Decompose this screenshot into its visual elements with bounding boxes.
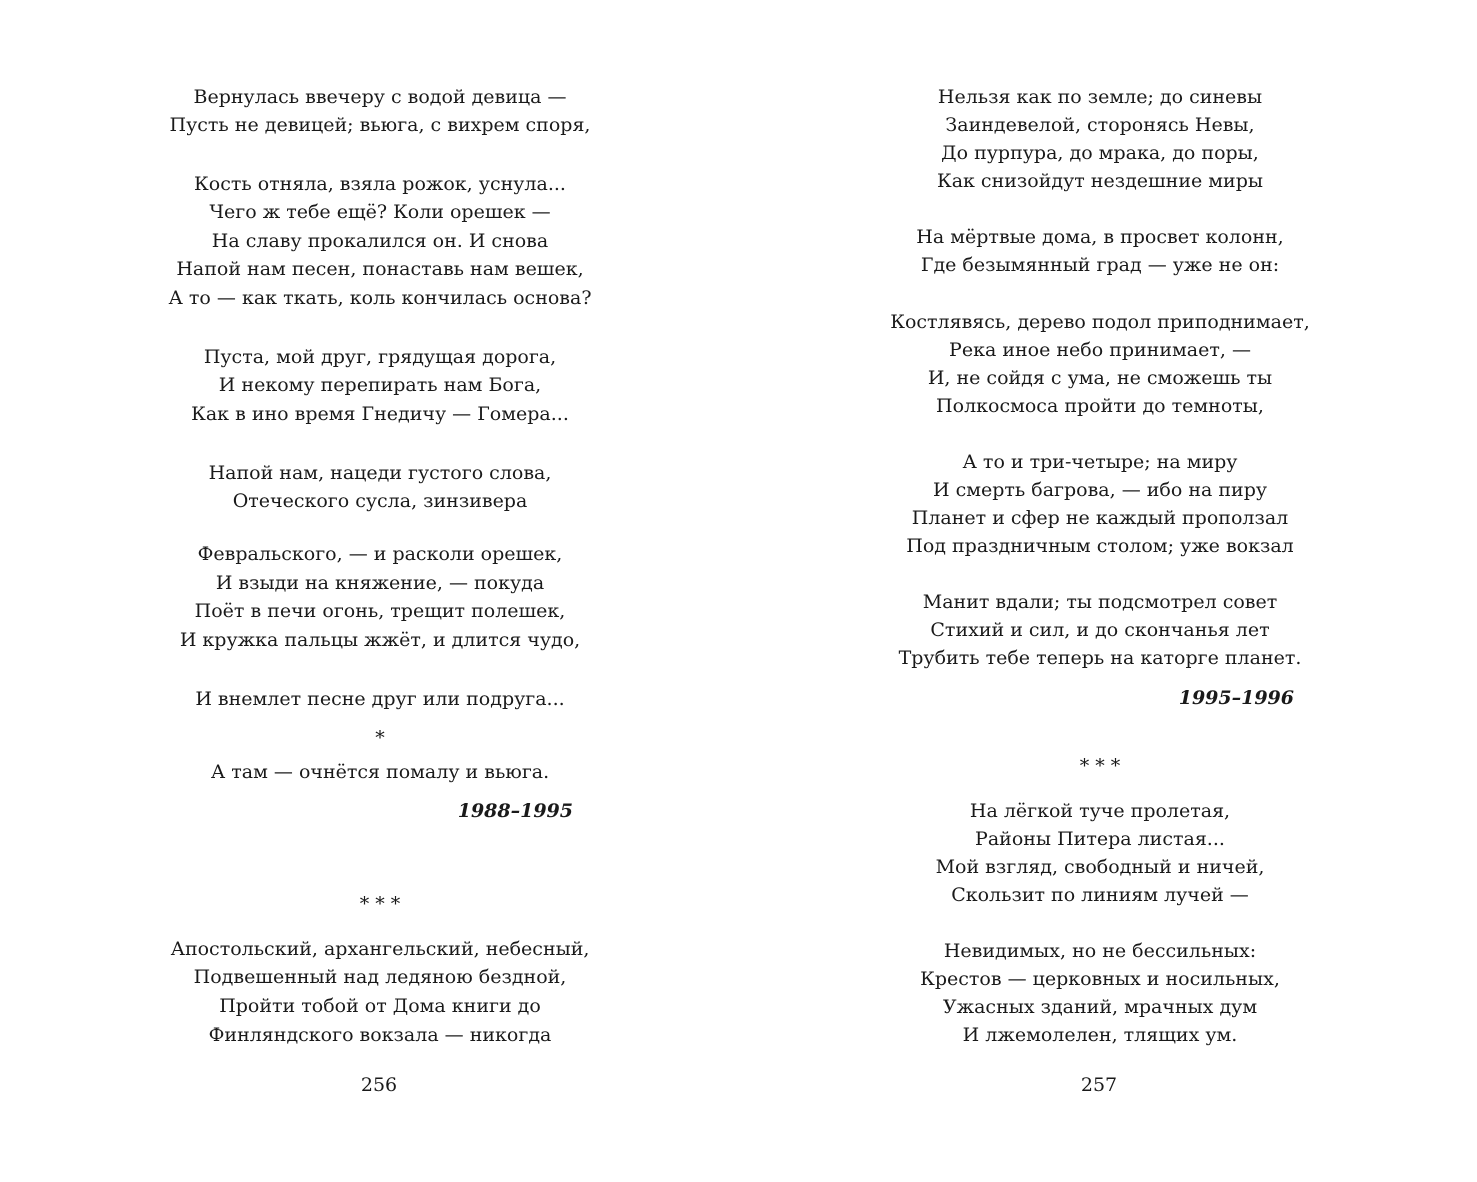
poem-line: Напой нам песен, понаставь нам вешек,	[176, 258, 584, 280]
poem-line: Апостольский, архангельский, небесный,	[170, 938, 590, 960]
poem-line: Под праздничным столом; уже вокзал	[906, 535, 1294, 557]
poem-line: Река иное небо принимает, —	[949, 339, 1251, 361]
poem-line: Заиндевелой, сторонясь Невы,	[945, 114, 1255, 136]
poem-line: Скользит по линиям лучей —	[951, 884, 1249, 906]
poem-line: И некому перепирать нам Бога,	[218, 374, 542, 396]
poem-line: Поёт в печи огонь, трещит полешек,	[194, 600, 566, 622]
right-page	[738, 0, 1477, 1182]
poem-line: И лжемолелен, тлящих ум.	[962, 1024, 1238, 1046]
poem-line: И внемлет песне друг или подруга...	[195, 688, 565, 710]
poem-line: Пройти тобой от Дома книги до	[219, 995, 541, 1017]
poem-line: И, не сойдя с ума, не сможешь ты	[927, 367, 1273, 389]
poem-line: Пусть не девицей; вьюга, с вихрем споря,	[169, 114, 591, 136]
single-star-separator: *	[375, 727, 385, 749]
poem-line: Нельзя как по земле; до синевы	[937, 86, 1263, 108]
poem-line: И смерть багрова, — ибо на пиру	[932, 479, 1268, 501]
page-number: 256	[360, 1074, 398, 1096]
poem-line: Подвешенный над ледяною бездной,	[193, 966, 567, 988]
poem-line: Мой взгляд, свободный и ничей,	[935, 856, 1265, 878]
poem-line: Стихий и сил, и до скончанья лет	[930, 619, 1270, 641]
poem-line: На мёртвые дома, в просвет колонн,	[916, 226, 1284, 248]
poem-separator: * * *	[1079, 755, 1121, 777]
poem-line: А то и три-четыре; на миру	[962, 451, 1238, 473]
page-number: 257	[1080, 1074, 1118, 1096]
left-page	[0, 0, 738, 1182]
poem-line: Где безымянный град — уже не он:	[920, 254, 1280, 276]
poem-line: Костлявясь, дерево подол приподнимает,	[890, 311, 1310, 333]
poem-line: Районы Питера листая...	[975, 828, 1225, 850]
poem-date: 1995–1996	[1178, 687, 1294, 709]
poem-line: Как в ино время Гнедичу — Гомера...	[191, 403, 569, 425]
poem-line: Манит вдали; ты подсмотрел совет	[922, 591, 1278, 613]
poem-line: Крестов — церковных и носильных,	[920, 968, 1280, 990]
poem-line: Полкосмоса пройти до темноты,	[936, 395, 1264, 417]
poem-line: А там — очнётся помалу и вьюга.	[210, 761, 550, 783]
poem-line: Пуста, мой друг, грядущая дорога,	[203, 346, 557, 368]
poem-line: А то — как ткать, коль кончилась основа?	[168, 287, 592, 309]
poem-line: Чего ж тебе ещё? Коли орешек —	[209, 201, 551, 223]
poem-line: Отеческого сусла, зинзивера	[232, 490, 528, 512]
poem-line: До пурпура, до мрака, до поры,	[941, 142, 1259, 164]
poem-line: И взыди на княжение, — покуда	[215, 572, 545, 594]
poem-line: Напой нам, нацеди густого слова,	[208, 462, 552, 484]
poem-line: Вернулась ввечеру с водой девица —	[193, 86, 567, 108]
poem-line: На лёгкой туче пролетая,	[969, 800, 1231, 822]
poem-line: Планет и сфер не каждый проползал	[911, 507, 1289, 529]
poem-line: Февральского, — и расколи орешек,	[197, 543, 563, 565]
poem-line: Кость отняла, взяла рожок, уснула...	[194, 173, 566, 195]
poem-line: И кружка пальцы жжёт, и длится чудо,	[179, 629, 581, 651]
poem-line: Невидимых, но не бессильных:	[943, 940, 1257, 962]
poem-line: Как снизойдут нездешние миры	[936, 170, 1264, 192]
poem-line: На славу прокалился он. И снова	[211, 230, 549, 252]
poem-date: 1988–1995	[457, 800, 573, 822]
poem-line: Трубить тебе теперь на каторге планет.	[898, 647, 1302, 669]
poem-line: Финляндского вокзала — никогда	[208, 1024, 552, 1046]
poem-separator: * * *	[359, 893, 401, 915]
poem-line: Ужасных зданий, мрачных дум	[942, 996, 1258, 1018]
